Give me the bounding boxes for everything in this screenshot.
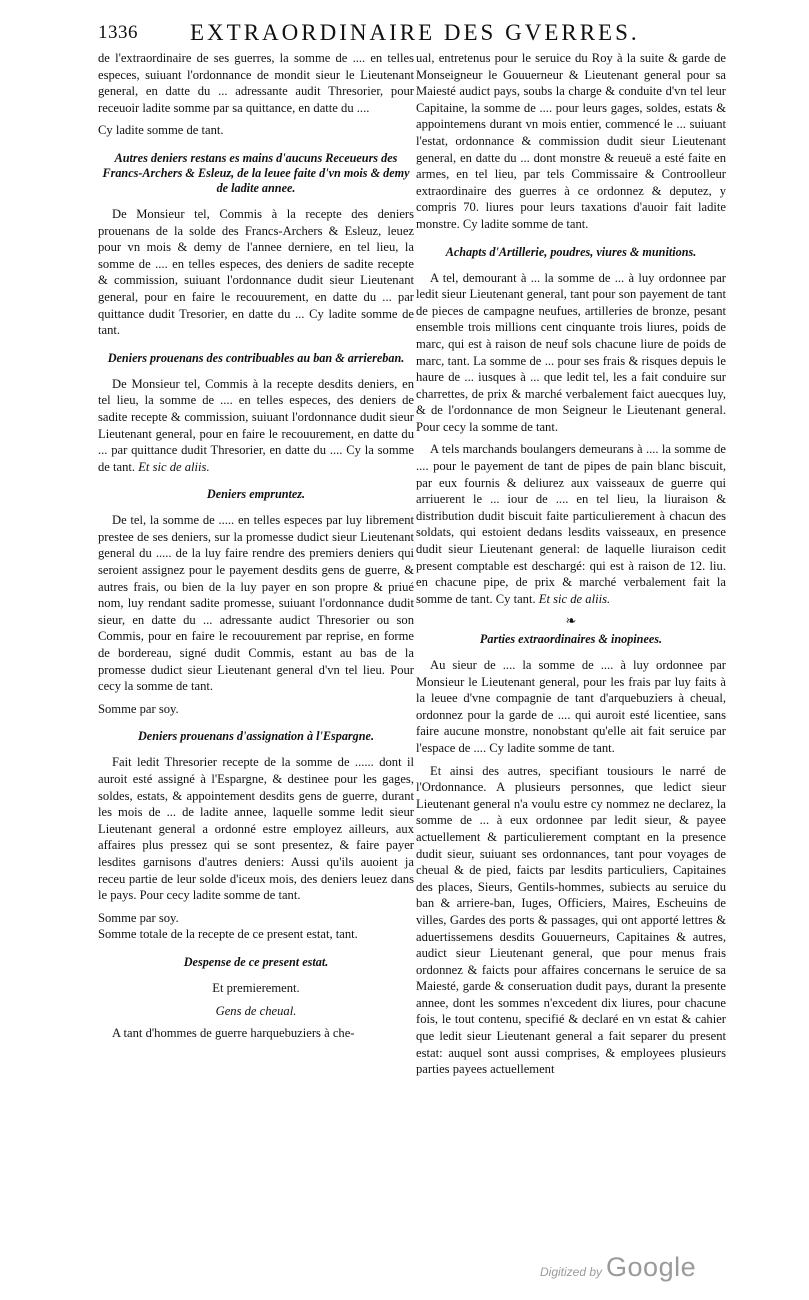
section-heading: Autres deniers restans es mains d'aucuns Receueurs des Francs-Archers & Esleuz, de la leuee faite d'vn mois & demy de ladite annee. xyxy=(102,150,410,195)
paragraph xyxy=(416,441,726,607)
total-line: Somme par soy. xyxy=(98,910,179,925)
fleuron-icon: ❧ xyxy=(565,613,577,629)
subheading: Gens de cheual. xyxy=(215,1003,297,1018)
section-heading: Despense de ce present estat. xyxy=(183,954,329,969)
digitized-by-label: Digitized by xyxy=(540,1265,603,1279)
paragraph: De tel, la somme de ..... en telles especes par luy librement prestee de ses deniers, sur la promesse dudict sieur Lieutenant general du ..... de la luy faire rendre des premiers deniers qui seroient assignez pour le payement desdits gens de guerre, & autres frais, ou bien de la luy payer en son propre & priué nom, luy rendant sadite promesse, suiuant l'ordonnance dudit sieur, en datte du ... adressante audict Thresorier ou son Commis, pour en faire le recouurement par reprise, en forme de bordereau, signé dudit Commis, estant au bas de la promesse dudict sieur Lieutenant general d'vn tel lieu. Pour cecy la somme de tant. xyxy=(98,513,414,694)
paragraph-text: A tels marchands boulangers demeurans à .... la somme de .... pour le payement de tant de pipes de pain blanc biscuit, par eux fournis & deliurez aux vaisseaux de guerre qui arriuerent le ... iour de .... en tel lieu, la liuraison & distribution dudit biscuit faite particulierement à chacun des soldats, qui estoient dedans lesdits vaisseaux, en presence dudit sieur Lieutenant general: de laquelle liuraison cedit present comptable est deschargé: qui est à raison de 12. liu. en chacune pipe, de prix & marché verbalement fait la somme de tant. Cy tant. xyxy=(416,442,726,606)
total-line: Somme par soy. xyxy=(98,701,179,716)
total-line: Cy ladite somme de tant. xyxy=(98,123,224,138)
section-heading: Deniers empruntez. xyxy=(206,487,306,502)
paragraph-tail: Et sic de aliis. xyxy=(138,459,210,474)
paragraph: Fait ledit Thresorier recepte de la somme de ...... dont il auroit esté assigné à l'Espargne, & destinee pour les gages, soldes, estats, & appointement desdits gens de guerre, durant les mois de ... de ladite annee, laquelle somme ledit sieur Lieutenant general a ordonné estre employez ailleurs, aux affaires plus pressez qui se sont presentez, & faire payer lesdites garnisons d'autres deniers: Aussi qu'ils auoient ja receu partie de leur solde d'iceux mois, des deniers leuez dans le pays. Pour cecy ladite somme de tant. xyxy=(98,755,414,903)
paragraph: ual, entretenus pour le seruice du Roy à la suite & garde de Monseigneur le Gouuerneur & Lieutenant general pour sa Maiesté audict pays, soubs la charge & conduite d'vn tel leur Capitaine, la somme de .... pour leurs gages, soldes, estats & appointemens durant vn mois entier, commencé le ... suiuant l'estat, ordonnance & commission dudit sieur Lieutenant general, en datte du ... dont monstre & reueuë a esté faite en armes, en tel lieu, par tels Commissaire & Controolleur extraordinaire des guerres à ce ordonnez & deputez, y compris 70. liures pour leurs taxations d'auoir fait ladite monstre. Cy ladite somme de tant. xyxy=(416,51,726,231)
section-heading: Achapts d'Artillerie, poudres, viures & munitions. xyxy=(445,244,697,259)
paragraph-tail: Et sic de aliis. xyxy=(538,591,611,606)
paragraph: A tel, demourant à ... la somme de ... à luy ordonnee par ledit sieur Lieutenant general, tant pour son payement de tant de pieces de campagne neufues, artilleries de bronze, pesant ensemble trois millions cent cinquante trois liures, poids de marc, qui est à raison de neuf sols chacune liure de poids de marc, tant. La somme de ... pour ses frais & risques depuis le haure de ... iusques à ... que ledit tel, les a fait conduire sur charrettes, de prix & marché verbalement faict auecques luy, & de l'ordonnance de mon Seigneur le Lieutenant general. Pour cecy la somme de tant. xyxy=(416,270,726,434)
grand-total-line: Somme totale de la recepte de ce present estat, tant. xyxy=(98,927,358,942)
running-title: EXTRAORDINAIRE DES GVERRES. xyxy=(190,20,640,45)
paragraph: Et ainsi des autres, specifiant tousiours le narré de l'Ordonnance. A plusieurs personnes, que ledict sieur Lieutenant general n'a voulu estre cy nommez ne declarez, la somme de ... à eux ordonnee par ledit sieur, & payee actuellement & particulierement comptant en la presence dudit sieur, suiuant ses ordonnances, tant pour voyages de cheual & de pied, faicts par lesdits particuliers, Capitaines des places, Sieurs, Gentils-hommes, subiects au seruice du ban & arriere-ban, Iuges, Officiers, Maires, Escheuins de villes, Gardes des ports & passages, qui ont apporté lettres & aduertissemens desdits Gouuerneurs, Capitaines & autres, audict sieur Lieutenant general, que pour menus frais ordonnez & faicts pour affaires concernans le seruice de sa Maiesté, garde & conseruation dudit pays, durant la presente annee, dont les sommes n'excedent dix liures, pour chacune fois, le tout contenu, specifié & declaré en vn estat & cahier que ledit sieur Lieutenant general a fait separer du present estat: auquel sont aussi comprises, & employees plusieurs parties payees actuellement xyxy=(416,763,726,1077)
section-heading: Deniers prouenans des contribuables au ban & arriereban. xyxy=(107,350,405,365)
google-logo: Google xyxy=(606,1252,697,1282)
paragraph: de l'extraordinaire de ses guerres, la somme de .... en telles especes, suiuant l'ordonnance de mondit sieur le Lieutenant general, en datte du ... adressante audit Thresorier, pour receuoir ladite somme par sa quittance, en datte du .... xyxy=(98,51,414,115)
section-heading: Deniers prouenans d'assignation à l'Espargne. xyxy=(137,729,375,744)
page-number: 1336 xyxy=(98,22,138,43)
left-column xyxy=(98,50,414,1048)
paragraph-text: De Monsieur tel, Commis à la recepte desdits deniers, en tel lieu, la somme de .... en telles especes, des deniers de sadite recepte & commission, suiuant l'ordonnance dudit sieur Lieutenant general, pour en faire le recouurement, en datte du ... par quittance dudit Thresorier, en datte du .... Cy la somme de tant. xyxy=(98,376,414,474)
subheading: Et premierement. xyxy=(212,980,300,995)
paragraph: Au sieur de .... la somme de .... à luy ordonnee par Monsieur le Lieutenant general, pour les frais par luy faits à la leuee d'vne compagnie de tant d'arquebuziers à cheual, ordonnez pour la garde de .... qui auroit esté licentiee, sans faire aucune monstre, nonobstant qu'elle ait fait seruice par l'espace de .... Cy ladite somme de tant. xyxy=(416,658,726,755)
paragraph: De Monsieur tel, Commis à la recepte des deniers prouenans de la solde des Francs-Archers & Esleuz, leuez pour vn mois & demy de l'annee derniere, en tel lieu, la somme de .... en telles especes, des deniers de sadite recepte & commission, suiuant l'ordonnance dudit sieur Lieutenant general, pour en faire le recouurement, en datte du ... par quittance dudit Tresorier, en datte du ... Cy ladite somme de tant. xyxy=(98,206,414,338)
digitized-watermark xyxy=(540,1252,696,1283)
section-heading: Parties extraordinaires & inopinees. xyxy=(479,632,663,646)
paragraph: A tant d'hommes de guerre harquebuziers à che- xyxy=(112,1026,355,1041)
paragraph xyxy=(98,376,414,476)
right-column xyxy=(416,50,726,1084)
